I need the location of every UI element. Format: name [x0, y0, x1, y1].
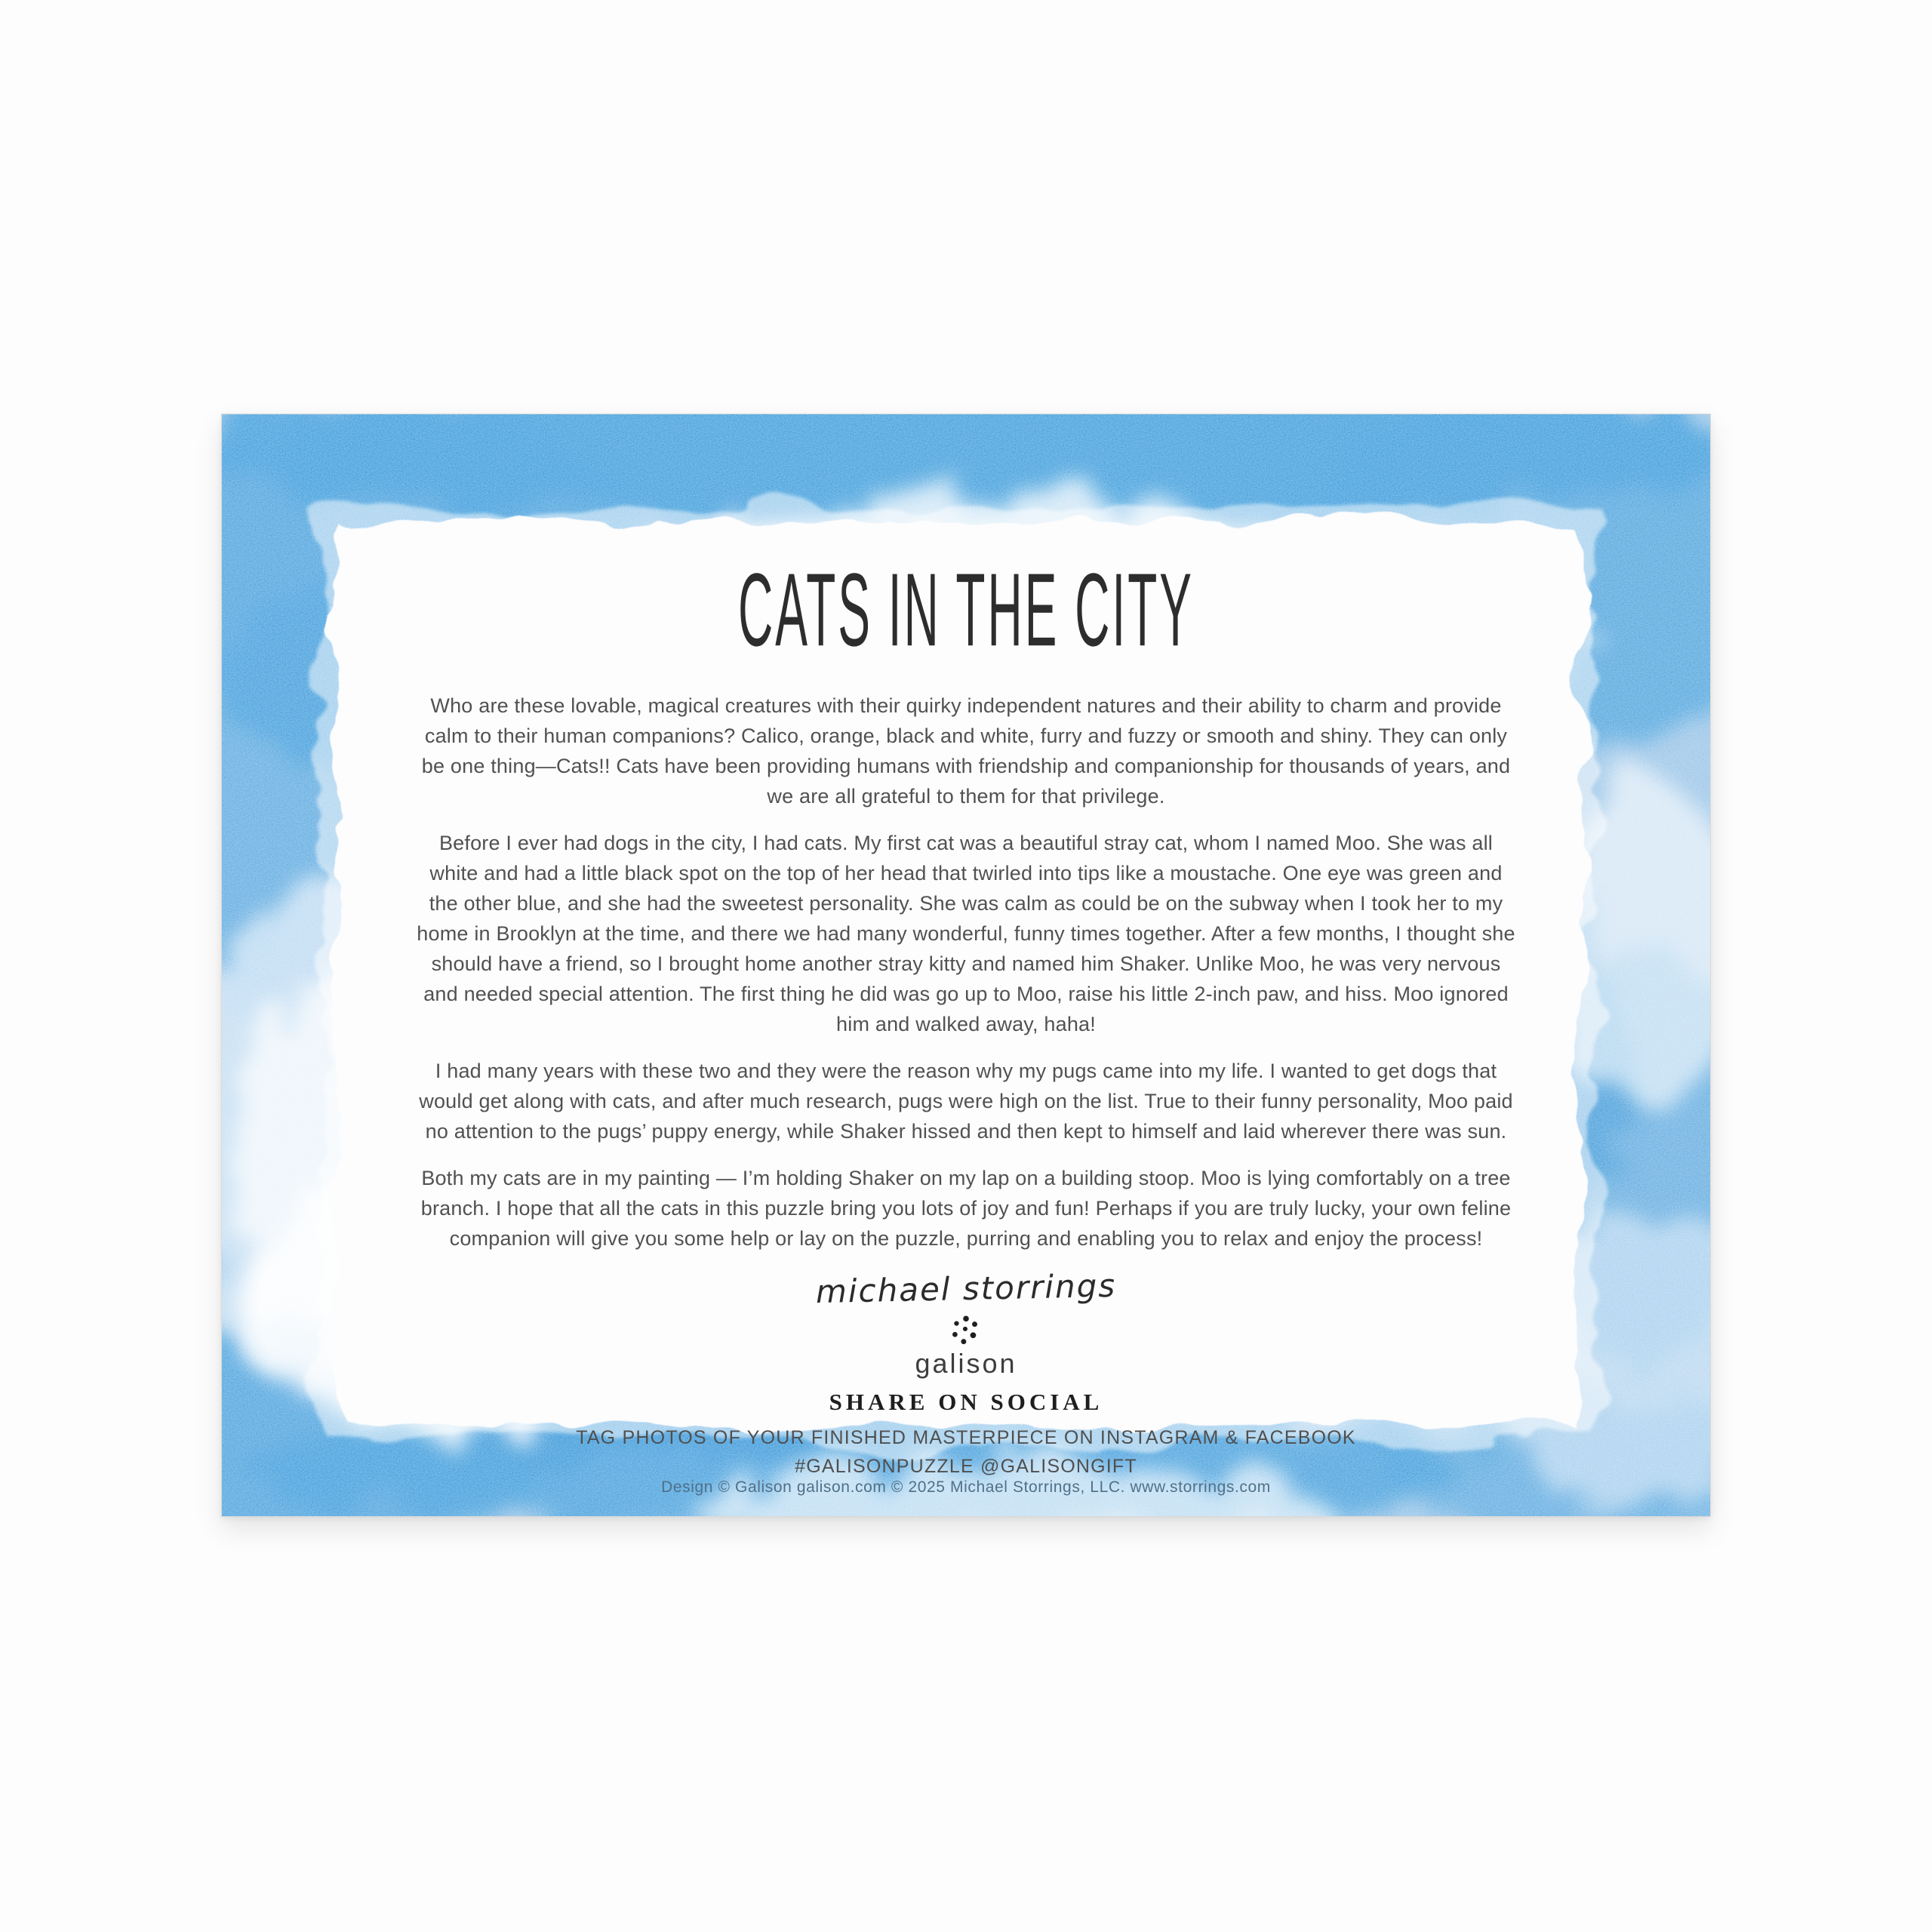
copyright-line: Design © Galison galison.com © 2025 Michael Storrings, LLC. www.storrings.com	[661, 1478, 1271, 1496]
title-block	[415, 551, 1517, 669]
intro-paragraph: Who are these lovable, magical creatures with their quirky independent natures and their ability to charm and provide calm to their human companions? Calico, orange, black and white, furry and fuzzy or smooth and shiny. They can only be one thing—Cats!! Cats have been providing humans with friendship and companionship for thousands of years, and we are all grateful to them for that privilege.	[421, 694, 1511, 808]
social-tag-instructions: TAG PHOTOS OF YOUR FINISHED MASTERPIECE ON INSTAGRAM & FACEBOOK	[576, 1427, 1356, 1448]
insert-text-column	[415, 551, 1517, 1478]
galison-logo-text: galison	[915, 1348, 1017, 1379]
story-paragraph-moo-shaker: Before I ever had dogs in the city, I had cats. My first cat was a beautiful stray cat, whom I named Moo. She was all white and had a little black spot on the top of her head that twirled into tips like a moustache. One eye was green and the other blue, and she had the sweetest personality. She was calm as could be on the subway when I took her to my home in Brooklyn at the time, and there we had many wonderful, funny times together. After a few months, I thought she should have a friend, so I brought home another stray kitty and named him Shaker. Unlike Moo, he was very nervous and needed special attention. The first thing he did was go up to Moo, raise his little 2-inch paw, and hiss. Moo ignored him and walked away, haha!	[417, 832, 1515, 1035]
closing-paragraph: Both my cats are in my painting — I’m holding Shaker on my lap on a building stoop. Moo is lying comfortably on a tree branch. I hope that all the cats in this puzzle bring you lots of joy and fun! Perhaps if you are truly lucky, your own feline companion will give you some help or lay on the puzzle, purring and enabling you to relax and enjoy the process!	[420, 1167, 1512, 1250]
galison-brand-block	[415, 1315, 1517, 1380]
galison-dots-icon	[949, 1315, 983, 1346]
social-handles: #GALISONPUZZLE @GALISONGIFT	[795, 1456, 1137, 1477]
page-title: CATS IN THE CITY	[738, 551, 1194, 669]
artist-signature: michael storrings	[815, 1266, 1117, 1311]
puzzle-insert-card	[221, 414, 1711, 1517]
share-on-social-heading: SHARE ON SOCIAL	[829, 1389, 1103, 1415]
story-paragraph-pugs: I had many years with these two and they were the reason why my pugs came into my life. I wanted to get dogs that would get along with cats, and after much research, pugs were high on the list. True to their funny personality, Moo paid no attention to the pugs’ puppy energy, while Shaker hissed and then kept to himself and laid wherever there was sun.	[419, 1060, 1513, 1143]
